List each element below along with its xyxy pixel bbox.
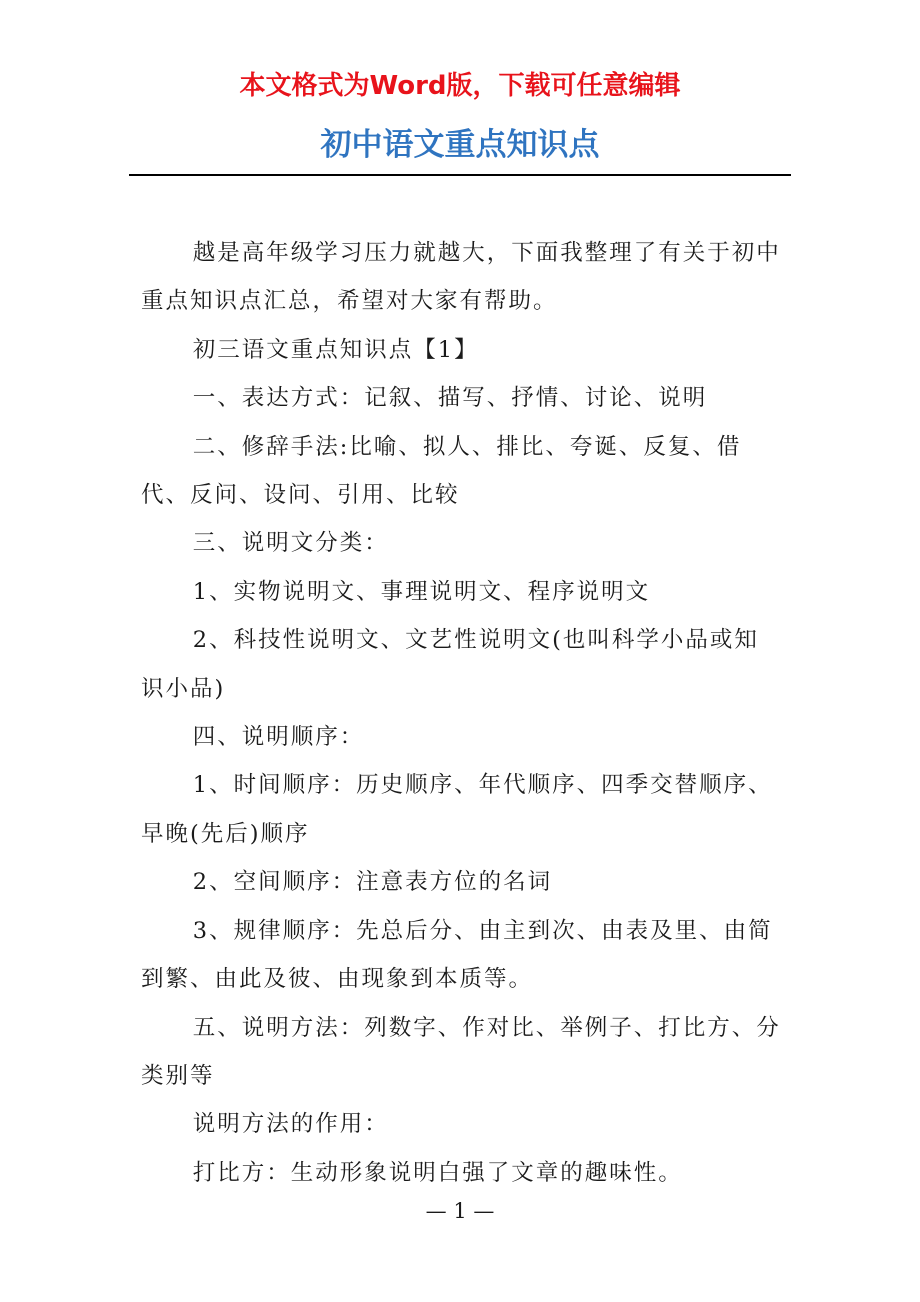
page-number: — 1 — [425,1199,495,1223]
body-paragraph: 五、说明方法：列数字、作对比、举例子、打比方、分类别等 [141,1014,781,1089]
document-title: 初中语文重点知识点 [320,127,600,163]
body-paragraph: 1、实物说明文、事理说明文、程序说明文 [192,578,651,605]
body-paragraph: 四、说明顺序： [192,724,365,751]
section-heading: 初三语文重点知识点【1】 [192,336,479,363]
body-paragraph: 2、科技性说明文、文艺性说明文(也叫科学小品或知识小品) [141,627,759,702]
body-paragraph: 3、规律顺序：先总后分、由主到次、由表及里、由简到繁、由此及彼、由现象到本质等。 [141,917,773,993]
format-notice-banner: 本文格式为Word版，下载可任意编辑 [239,71,681,101]
body-paragraph: 打比方：生动形象说明白强了文章的趣味性。 [192,1159,683,1186]
title-divider [129,174,791,176]
body-paragraph: 2、空间顺序：注意表方位的名词 [192,869,553,896]
body-paragraph: 1、时间顺序：历史顺序、年代顺序、四季交替顺序、早晚(先后)顺序 [141,772,773,847]
body-paragraph: 二、修辞手法:比喻、拟人、排比、夸诞、反复、借代、反问、设问、引用、比较 [141,433,742,509]
body-paragraph: 说明方法的作用： [192,1111,389,1138]
body-paragraph: 三、说明文分类： [192,530,389,557]
body-paragraph: 一、表达方式：记叙、描写、抒情、讨论、说明 [192,385,708,412]
document-body [141,229,783,1197]
body-paragraph-intro: 越是高年级学习压力就越大，下面我整理了有关于初中重点知识点汇总，希望对大家有帮助。 [141,240,781,315]
